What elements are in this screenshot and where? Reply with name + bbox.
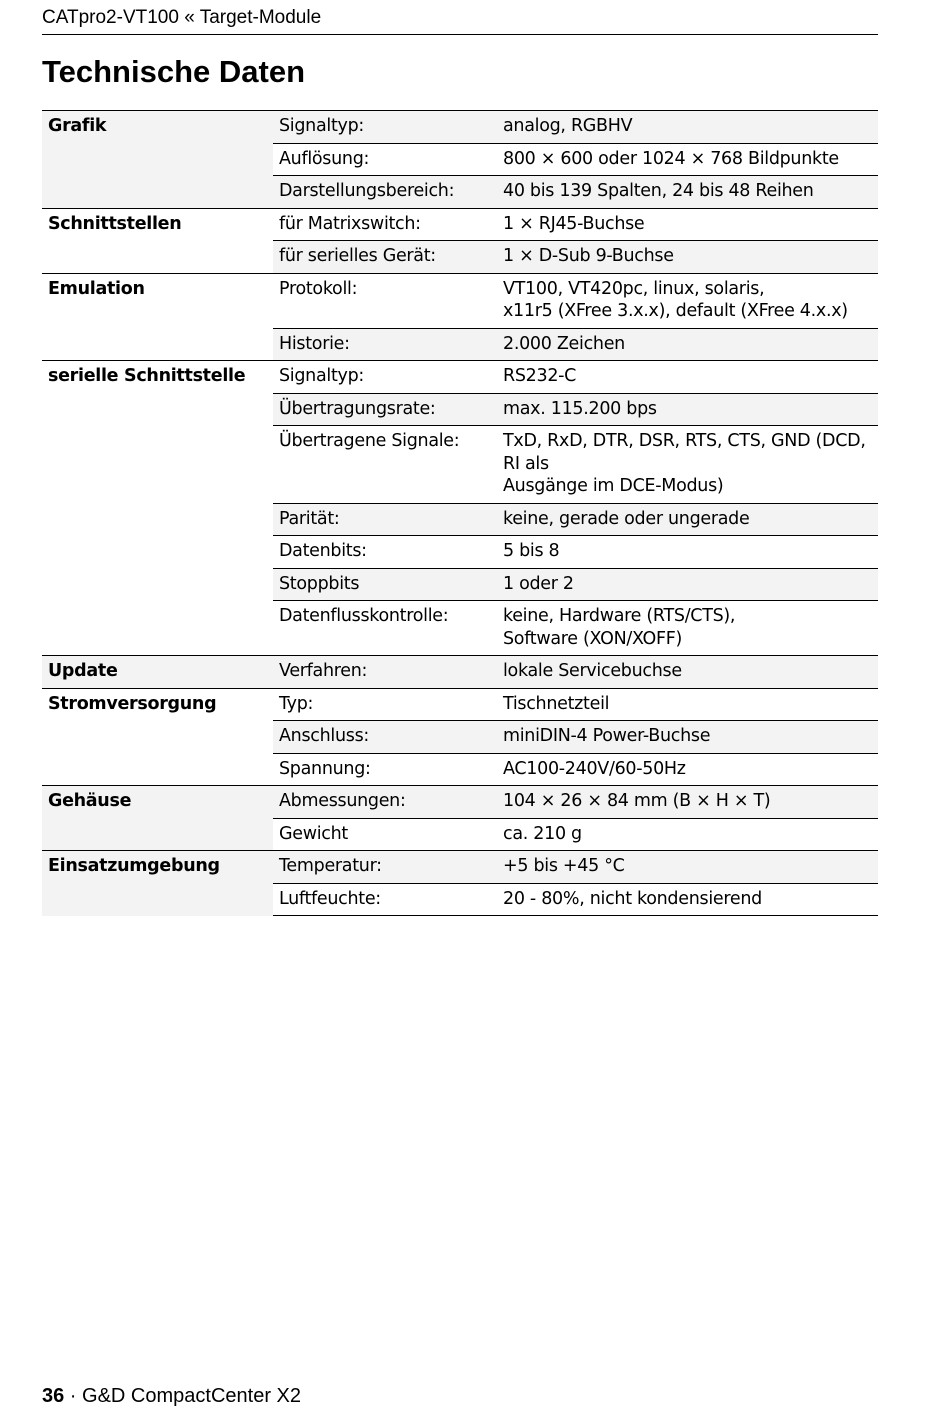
spec-label: Übertragungsrate:: [273, 393, 497, 426]
spec-table: [42, 110, 878, 916]
spec-label: Parität:: [273, 503, 497, 536]
page-title: Technische Daten: [42, 54, 306, 89]
spec-value: max. 115.200 bps: [497, 393, 878, 426]
group-name: Grafik: [42, 111, 273, 209]
spec-value: 20 - 80%, nicht kondensierend: [497, 883, 878, 916]
spec-label: Verfahren:: [273, 656, 497, 689]
spec-value: 2.000 Zeichen: [497, 328, 878, 361]
spec-value: analog, RGBHV: [497, 111, 878, 144]
running-header-text: CATpro2-VT100 « Target-Module: [42, 7, 322, 28]
spec-value: 800 × 600 oder 1024 × 768 Bildpunkte: [497, 143, 878, 176]
spec-label: Darstellungsbereich:: [273, 176, 497, 209]
spec-label: Gewicht: [273, 818, 497, 851]
running-header: [42, 5, 878, 35]
spec-value: 1 oder 2: [497, 568, 878, 601]
table-row: [42, 786, 878, 819]
group-name: Gehäuse: [42, 786, 273, 851]
spec-table-body: [42, 111, 878, 916]
footer-separator: ·: [64, 1385, 83, 1407]
spec-label: Auflösung:: [273, 143, 497, 176]
spec-label: Protokoll:: [273, 273, 497, 328]
table-row: [42, 851, 878, 884]
spec-label: Abmessungen:: [273, 786, 497, 819]
spec-label: Signaltyp:: [273, 361, 497, 394]
footer-product: G&D CompactCenter X2: [82, 1385, 302, 1407]
table-row: [42, 361, 878, 394]
table-row: [42, 656, 878, 689]
table-row: [42, 208, 878, 241]
spec-value: TxD, RxD, DTR, DSR, RTS, CTS, GND (DCD, RI als Ausgänge im DCE-Modus): [497, 426, 878, 504]
spec-value: ca. 210 g: [497, 818, 878, 851]
group-name: Schnittstellen: [42, 208, 273, 273]
spec-label: Spannung:: [273, 753, 497, 786]
spec-label: Anschluss:: [273, 721, 497, 754]
spec-label: für Matrixswitch:: [273, 208, 497, 241]
page-number: 36: [42, 1385, 65, 1407]
spec-label: Datenbits:: [273, 536, 497, 569]
spec-value: lokale Servicebuchse: [497, 656, 878, 689]
spec-value: 1 × D-Sub 9-Buchse: [497, 241, 878, 274]
spec-value: +5 bis +45 °C: [497, 851, 878, 884]
spec-label: Übertragene Signale:: [273, 426, 497, 504]
spec-value: keine, Hardware (RTS/CTS), Software (XON/XOFF): [497, 601, 878, 656]
spec-label: Temperatur:: [273, 851, 497, 884]
spec-value: 104 × 26 × 84 mm (B × H × T): [497, 786, 878, 819]
table-row: [42, 273, 878, 328]
spec-value: 40 bis 139 Spalten, 24 bis 48 Reihen: [497, 176, 878, 209]
spec-value: miniDIN-4 Power-Buchse: [497, 721, 878, 754]
spec-value: VT100, VT420pc, linux, solaris, x11r5 (XFree 3.x.x), default (XFree 4.x.x): [497, 273, 878, 328]
spec-value: AC100-240V/60-50Hz: [497, 753, 878, 786]
group-name: Emulation: [42, 273, 273, 361]
group-name: Update: [42, 656, 273, 689]
table-row: [42, 688, 878, 721]
spec-value: 1 × RJ45-Buchse: [497, 208, 878, 241]
spec-value: Tischnetzteil: [497, 688, 878, 721]
spec-label: Historie:: [273, 328, 497, 361]
spec-value: RS232-C: [497, 361, 878, 394]
spec-value: keine, gerade oder ungerade: [497, 503, 878, 536]
group-name: serielle Schnittstelle: [42, 361, 273, 656]
spec-label: Luftfeuchte:: [273, 883, 497, 916]
group-name: Stromversorgung: [42, 688, 273, 786]
page-footer: [42, 1382, 301, 1410]
group-name: Einsatzumgebung: [42, 851, 273, 916]
spec-label: für serielles Gerät:: [273, 241, 497, 274]
spec-label: Typ:: [273, 688, 497, 721]
spec-label: Datenflusskontrolle:: [273, 601, 497, 656]
spec-value: 5 bis 8: [497, 536, 878, 569]
table-row: [42, 111, 878, 144]
spec-label: Stoppbits: [273, 568, 497, 601]
spec-label: Signaltyp:: [273, 111, 497, 144]
